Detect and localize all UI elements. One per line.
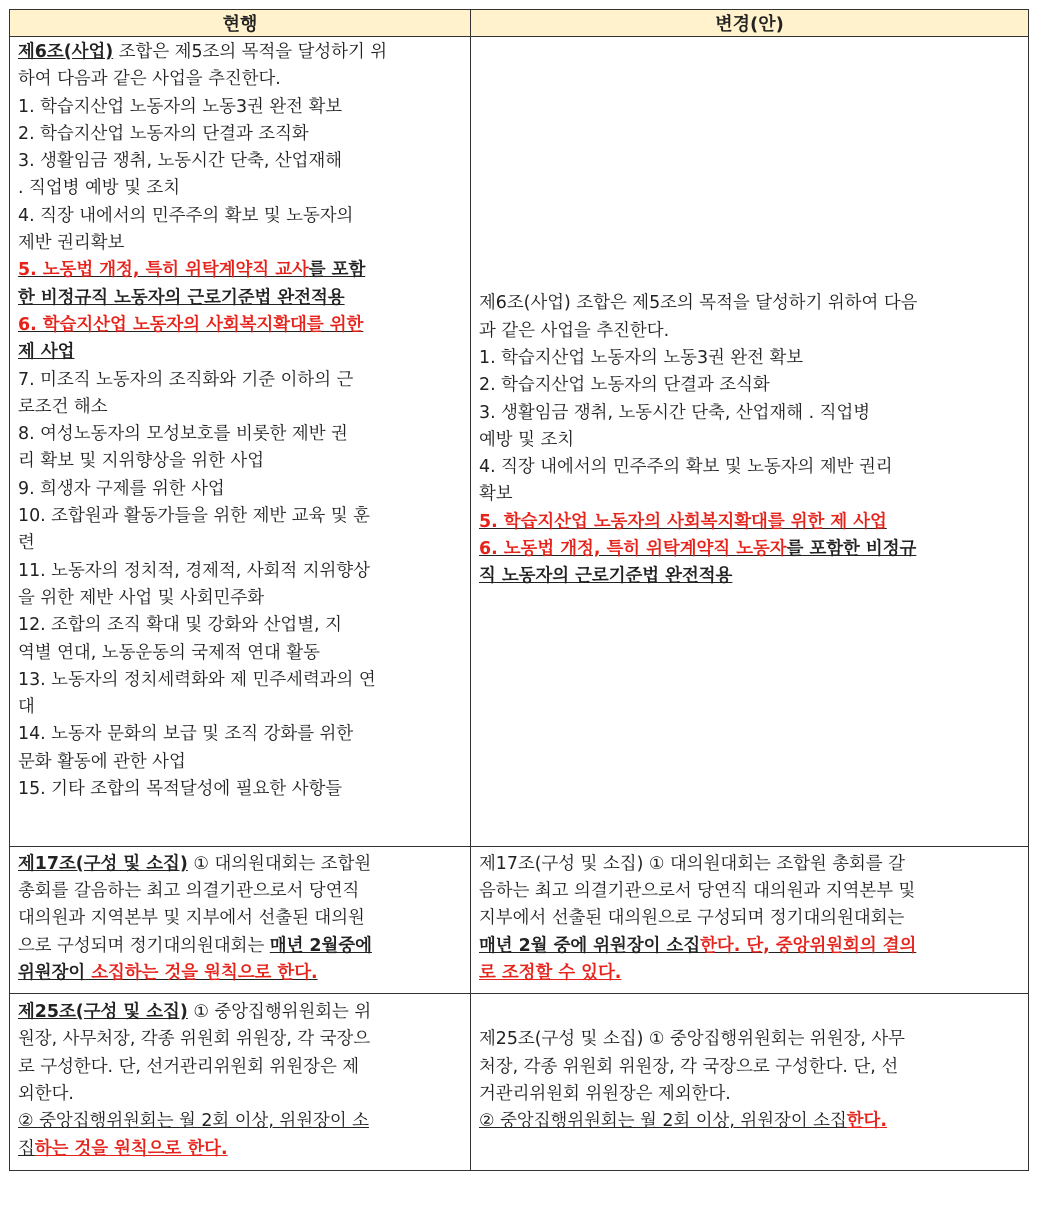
text-line: 확보	[479, 484, 513, 505]
text-line: 제반 권리확보	[18, 233, 125, 254]
article17-current	[10, 847, 471, 994]
comparison-table	[9, 9, 1029, 1171]
text-line: 제25조(구성 및 소집) ① 중앙집행위원회는 위	[18, 1002, 372, 1023]
text-line: 집하는 것을 원칙으로 한다.	[18, 1138, 228, 1159]
changed-item6: 6. 학습지산업 노동자의 사회복지확대를 위한	[18, 314, 364, 335]
list-item: 12. 조합의 조직 확대 및 강화와 산업별, 지	[18, 615, 342, 636]
text-line: 제6조(사업) 조합은 제5조의 목적을 달성하기 위하여 다음	[479, 293, 918, 314]
text-line: 과 같은 사업을 추진한다.	[479, 320, 670, 341]
text-line: 지부에서 선출된 대의원으로 구성되며 정기대의원대회는	[479, 908, 905, 929]
text-line: ② 중앙집행위원회는 월 2회 이상, 위원장이 소	[18, 1111, 369, 1132]
text-line: 대의원과 지역본부 및 지부에서 선출된 대의원	[18, 908, 365, 929]
article6-current	[10, 37, 471, 847]
text-line: 을 위한 제반 사업 및 사회민주화	[18, 587, 265, 608]
list-item: 13. 노동자의 정치세력화와 제 민주세력과의 연	[18, 669, 376, 690]
text-line: 로조건 해소	[18, 396, 108, 417]
text-line: 제25조(구성 및 소집) ① 중앙집행위원회는 위원장, 사무	[479, 1029, 905, 1050]
changed-item5-cont: 한 비정규직 노동자의 근로기준법 완전적용	[18, 287, 345, 308]
article17-row	[10, 847, 1029, 994]
text-line: 예방 및 조치	[479, 429, 575, 450]
article6-proposed	[471, 37, 1029, 847]
list-item: 15. 기타 조합의 목적달성에 필요한 사항들	[18, 779, 343, 800]
text-line: 총회를 갈음하는 최고 의결기관으로서 당연직	[18, 881, 360, 902]
header-row	[10, 10, 1029, 37]
list-item: 2. 학습지산업 노동자의 단결과 조직화	[18, 123, 309, 144]
text-line: 제17조(구성 및 소집) ① 대의원대회는 조합원 총회를 갈	[479, 853, 905, 874]
article25-row	[10, 994, 1029, 1171]
list-item: 11. 노동자의 정치적, 경제적, 사회적 지위향상	[18, 560, 370, 581]
list-item: 4. 직장 내에서의 민주주의 확보 및 노동자의	[18, 205, 354, 226]
list-item: 9. 희생자 구제를 위한 사업	[18, 478, 225, 499]
text-line: 처장, 각종 위원회 위원장, 각 국장으로 구성한다. 단, 선	[479, 1056, 899, 1077]
text-line: 위원장이 소집하는 것을 원칙으로 한다.	[18, 962, 318, 983]
text-line: 매년 2월 중에 위원장이 소집한다. 단, 중앙위원회의 결의	[479, 935, 917, 956]
text-line: 로 조정할 수 있다.	[479, 962, 622, 983]
text-line: 제17조(구성 및 소집) ① 대의원대회는 조합원	[18, 853, 372, 874]
text-line: 리 확보 및 지위향상을 위한 사업	[18, 451, 265, 472]
text-line: 거관리위원회 위원장은 제외한다.	[479, 1084, 731, 1104]
text-line: 음하는 최고 의결기관으로서 당연직 대의원과 지역본부 및	[479, 881, 916, 902]
list-item: 3. 생활임금 쟁취, 노동시간 단축, 산업재해 . 직업병	[479, 402, 871, 423]
article25-proposed	[471, 994, 1029, 1171]
text-line: 역별 연대, 노동운동의 국제적 연대 활동	[18, 642, 320, 663]
text-line: ② 중앙집행위원회는 월 2회 이상, 위원장이 소집한다.	[479, 1111, 887, 1132]
list-item: 3. 생활임금 쟁취, 노동시간 단축, 산업재해	[18, 151, 343, 172]
changed-item6-cont: 직 노동자의 근로기준법 완전적용	[479, 566, 733, 587]
list-item: 14. 노동자 문화의 보급 및 조직 강화를 위한	[18, 724, 354, 745]
changed-item5: 5. 노동법 개정, 특히 위탁계약직 교사를 포함	[18, 260, 366, 281]
article6-current-intro: 제6조(사업) 조합은 제5조의 목적을 달성하기 위	[18, 42, 388, 62]
list-item: 2. 학습지산업 노동자의 단결과 조식화	[479, 375, 770, 396]
header-current: 현행	[10, 10, 471, 37]
changed-item6-cont: 제 사업	[18, 342, 75, 363]
article25-current	[10, 994, 471, 1171]
list-item: 4. 직장 내에서의 민주주의 확보 및 노동자의 제반 권리	[479, 457, 893, 478]
list-item: 1. 학습지산업 노동자의 노동3권 완전 확보	[18, 96, 343, 117]
changed-item5: 5. 학습지산업 노동자의 사회복지확대를 위한 제 사업	[479, 511, 887, 532]
text-line: . 직업병 예방 및 조치	[18, 178, 181, 199]
header-proposed: 변경(안)	[471, 10, 1029, 37]
article6-row	[10, 37, 1029, 847]
changed-item6: 6. 노동법 개정, 특히 위탁계약직 노동자를 포함한 비정규	[479, 539, 917, 560]
list-item: 1. 학습지산업 노동자의 노동3권 완전 확보	[479, 347, 804, 368]
text-line: 으로 구성되며 정기대의원대회는 매년 2월중에	[18, 935, 372, 956]
text-line: 하여 다음과 같은 사업을 추진한다.	[18, 69, 281, 90]
list-item: 10. 조합원과 활동가들을 위한 제반 교육 및 훈	[18, 506, 370, 527]
text-line: 원장, 사무처장, 각종 위원회 위원장, 각 국장으	[18, 1029, 371, 1050]
text-line: 문화 활동에 관한 사업	[18, 751, 186, 772]
list-item: 7. 미조직 노동자의 조직화와 기준 이하의 근	[18, 369, 354, 390]
text-line: 외한다.	[18, 1084, 74, 1104]
list-item: 8. 여성노동자의 모성보호를 비롯한 제반 권	[18, 424, 348, 445]
text-line: 로 구성한다. 단, 선거관리위원회 위원장은 제	[18, 1056, 360, 1077]
text-line: 련	[18, 533, 35, 554]
text-line: 대	[18, 697, 35, 718]
article17-proposed	[471, 847, 1029, 994]
